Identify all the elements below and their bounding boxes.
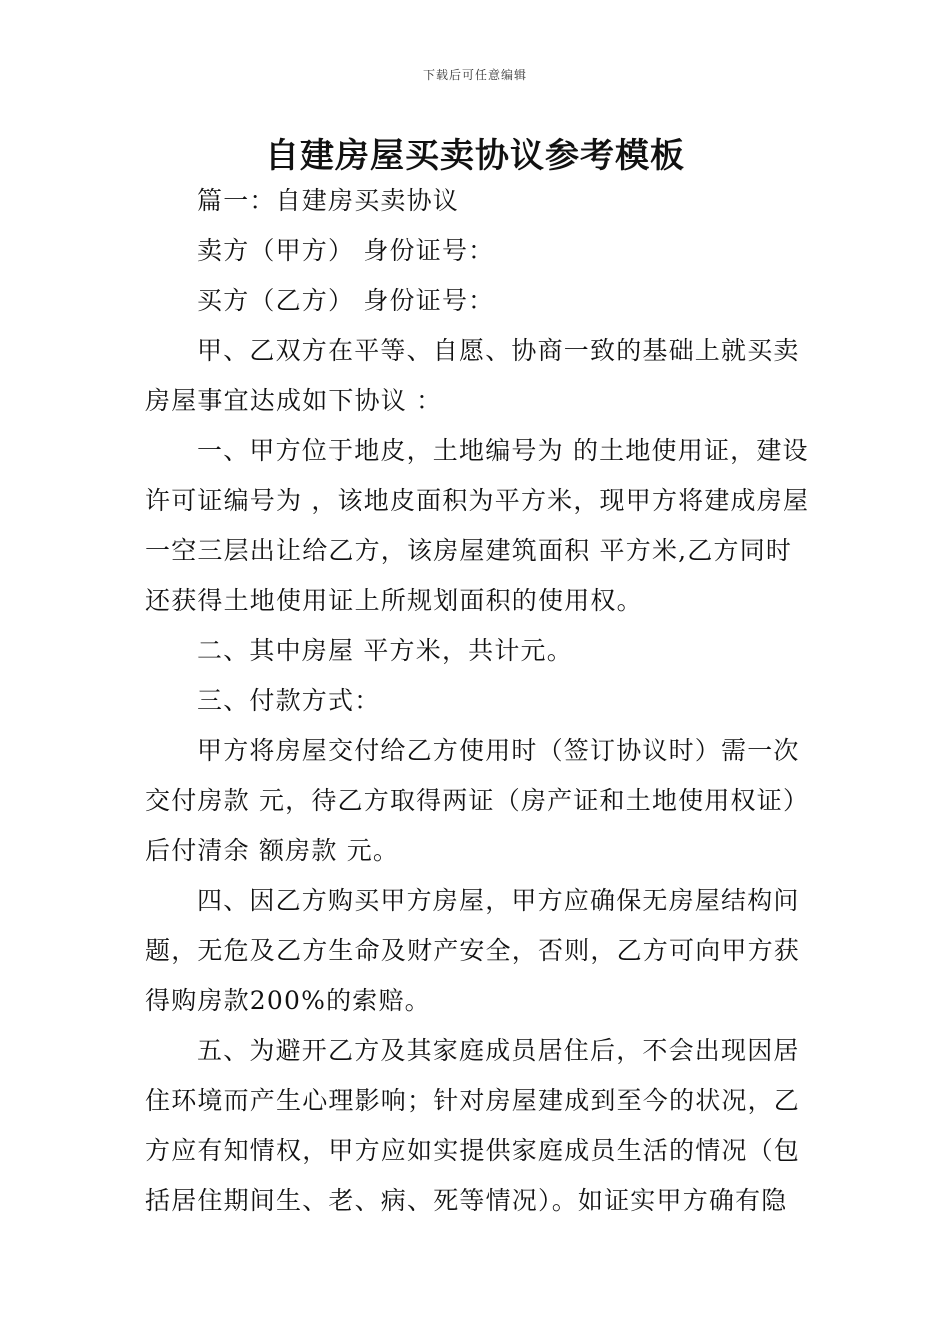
paragraph-clause-2: 二、其中房屋 平方米，共计元。 (197, 636, 573, 665)
document-body (145, 176, 810, 1226)
paragraph-clause-4: 四、因乙方购买甲方房屋，甲方应确保无房屋结构问题，无危及乙方生命及财产安全，否则，乙方可向甲方获得购房款200%的索赔。 (145, 886, 801, 1015)
paragraph-clause-3-heading: 三、付款方式： (197, 686, 381, 715)
paragraph-payment-terms: 甲方将房屋交付给乙方使用时（签订协议时）需一次交付房款 元，待乙方取得两证（房产证和土地使用权证）后付清余 额房款 元。 (145, 736, 810, 865)
paragraph-clause-1: 一、甲方位于地皮，土地编号为 的土地使用证，建设许可证编号为 ，该地皮面积为平方米，现甲方将建成房屋一空三层出让给乙方，该房屋建筑面积 平方米,乙方同时还获得土地使用证上所规划面积的使用权。 (145, 436, 810, 615)
paragraph-section-heading: 篇一：自建房买卖协议 (197, 186, 460, 215)
document-title: 自建房屋买卖协议参考模板 (265, 136, 685, 176)
header-note: 下载后可任意编辑 (422, 68, 527, 82)
paragraph-clause-5: 五、为避开乙方及其家庭成员居住后，不会出现因居住环境而产生心理影响；针对房屋建成到至今的状况，乙方应有知情权，甲方应如实提供家庭成员生活的情况（包括居住期间生、老、病、死等情况）。如证实甲方确有隐 (145, 1036, 801, 1215)
paragraph-buyer: 买方（乙方） 身份证号： (197, 286, 495, 315)
paragraph-seller: 卖方（甲方） 身份证号： (197, 236, 495, 265)
paragraph-preamble: 甲、乙双方在平等、自愿、协商一致的基础上就买卖房屋事宜达成如下协议 ： (145, 336, 800, 415)
